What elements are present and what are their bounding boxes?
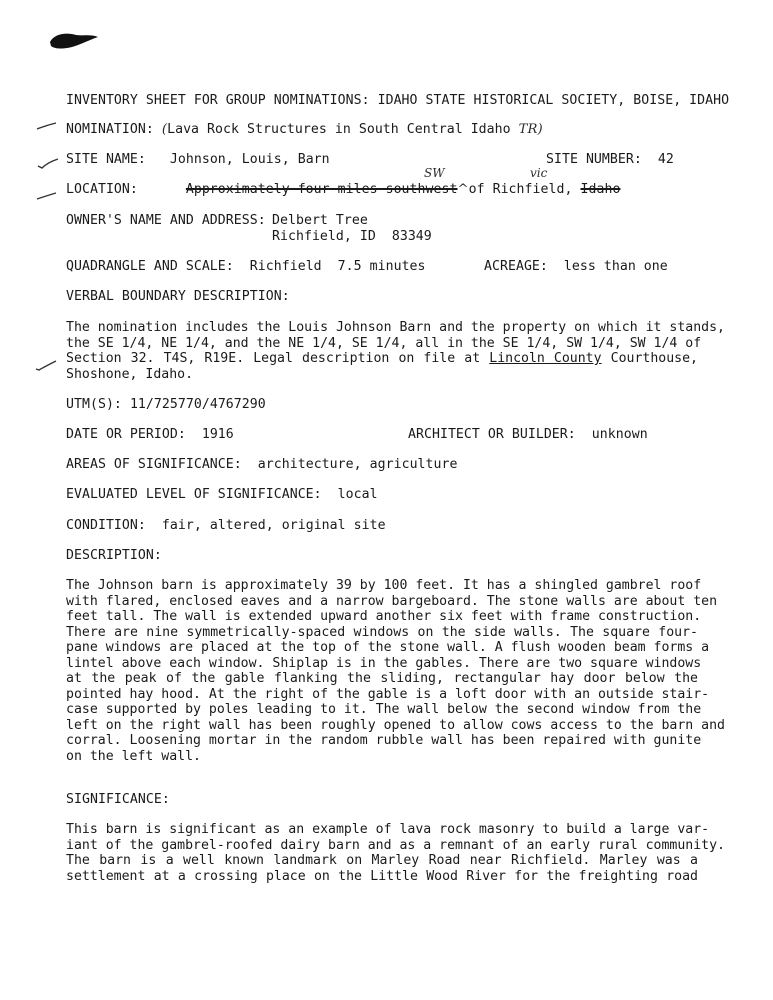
check-mark bbox=[36, 156, 60, 170]
ink-blot bbox=[48, 30, 100, 52]
check-mark bbox=[36, 190, 58, 202]
description-label: DESCRIPTION: bbox=[66, 548, 162, 563]
description-line: feet tall. The wall is extended upward another six feet with frame construction. bbox=[66, 609, 702, 624]
condition-value: fair, altered, original site bbox=[161, 518, 386, 533]
underlined-county: Lincoln County bbox=[489, 351, 602, 366]
hand-insert-sw: SW bbox=[424, 166, 445, 180]
description-line: at the peak of the gable flanking the sliding, rectangular hay door below the bbox=[66, 671, 698, 686]
quadrangle-value: Richfield 7.5 minutes bbox=[249, 259, 426, 274]
paren-close: ) bbox=[537, 122, 543, 137]
condition-label: CONDITION: bbox=[66, 518, 146, 533]
boundary-line: The nomination includes the Louis Johnson Barn and the property on which it stands, bbox=[66, 320, 725, 335]
significance-line: iant of the gambrel-roofed dairy barn and as a remnant of an early rural community. bbox=[66, 837, 725, 853]
description-line: with flared, enclosed eaves and a narrow bargeboard. The stone walls are about ten bbox=[66, 593, 718, 609]
significance-paragraph bbox=[66, 822, 725, 884]
utm-line bbox=[66, 397, 266, 412]
boundary-line: Shoshone, Idaho. bbox=[66, 366, 194, 382]
areas-line bbox=[66, 457, 458, 472]
evaluated-label: EVALUATED LEVEL OF SIGNIFICANCE: bbox=[66, 487, 322, 502]
utm-value: 11/725770/4767290 bbox=[129, 397, 266, 412]
owner-label: OWNER'S NAME AND ADDRESS: bbox=[66, 213, 266, 228]
quadrangle-label: QUADRANGLE AND SCALE: bbox=[66, 259, 234, 274]
sheet-header: INVENTORY SHEET FOR GROUP NOMINATIONS: IDAHO STATE HISTORICAL SOCIETY, BOISE, IDAHO bbox=[66, 93, 730, 108]
location-label: LOCATION: bbox=[66, 182, 138, 197]
owner-line-1: Delbert Tree bbox=[272, 213, 368, 228]
evaluated-line bbox=[66, 487, 378, 502]
description-line: pointed hay hood. At the right of the gable is a loft door with an outside stair- bbox=[66, 686, 710, 702]
evaluated-value: local bbox=[337, 487, 378, 502]
check-mark bbox=[34, 358, 58, 372]
areas-label: AREAS OF SIGNIFICANCE: bbox=[66, 457, 242, 472]
check-mark bbox=[36, 121, 58, 131]
significance-line: This barn is significant as an example of lava rock masonry to build a large var- bbox=[66, 822, 710, 837]
significance-line: The barn is a well known landmark on Marley Road near Richfield. Marley was a bbox=[66, 853, 698, 868]
description-line: pane windows are placed at the top of the stone wall. A flush wooden beam forms a bbox=[66, 640, 710, 655]
acreage bbox=[484, 259, 668, 274]
boundary-line: the SE 1/4, NE 1/4, and the NE 1/4, SE 1/4, all in the SE 1/4, SW 1/4, SW 1/4 of bbox=[66, 335, 702, 351]
site-name-line bbox=[66, 152, 330, 167]
site-name-label: SITE NAME: bbox=[66, 152, 146, 167]
architect-label: ARCHITECT OR BUILDER: bbox=[408, 427, 576, 442]
location-struck-idaho: Idaho bbox=[580, 182, 621, 197]
nomination-label: NOMINATION: bbox=[66, 122, 154, 137]
location-line: LOCATION: Approximately four miles southwest^of Richfield, Idaho bbox=[66, 182, 621, 197]
significance-label: SIGNIFICANCE: bbox=[66, 792, 170, 807]
boundary-paragraph bbox=[66, 320, 725, 382]
description-line: There are nine symmetrically-spaced windows on the side walls. The square four- bbox=[66, 624, 698, 640]
areas-value: architecture, agriculture bbox=[257, 457, 458, 472]
site-name-value: Johnson, Louis, Barn bbox=[169, 152, 330, 167]
significance-line: settlement at a crossing place on the Little Wood River for the freighting road bbox=[66, 868, 698, 884]
quadrangle-line bbox=[66, 259, 426, 274]
description-paragraph bbox=[66, 578, 725, 764]
condition-line bbox=[66, 518, 386, 533]
description-line: on the left wall. bbox=[66, 748, 201, 764]
description-line: lintel above each window. Shiplap is in the gables. There are two square windows bbox=[66, 655, 702, 671]
nomination-value: Lava Rock Structures in South Central Idaho bbox=[167, 122, 511, 137]
site-number-value: 42 bbox=[657, 152, 674, 167]
nomination-hand-note: TR bbox=[518, 122, 538, 137]
paren-open: ( bbox=[161, 122, 168, 137]
hand-insert-vic: vic bbox=[530, 166, 548, 180]
acreage-value: less than one bbox=[563, 259, 668, 274]
site-number bbox=[546, 152, 674, 167]
location-struck-text: Approximately four miles southwest bbox=[185, 182, 458, 197]
utm-label: UTM(S): bbox=[66, 397, 122, 412]
site-number-label: SITE NUMBER: bbox=[546, 152, 642, 167]
date-value: 1916 bbox=[201, 427, 234, 442]
date-label: DATE OR PERIOD: bbox=[66, 427, 186, 442]
date-line bbox=[66, 427, 234, 442]
boundary-label: VERBAL BOUNDARY DESCRIPTION: bbox=[66, 289, 290, 304]
acreage-label: ACREAGE: bbox=[484, 259, 548, 274]
description-line: The Johnson barn is approximately 39 by 100 feet. It has a shingled gambrel roof bbox=[66, 578, 702, 593]
owner-line-2: Richfield, ID 83349 bbox=[272, 229, 432, 244]
boundary-line-3: Section 32. T4S, R19E. Legal description on file at Lincoln County Courthouse, bbox=[66, 351, 698, 366]
architect-value: unknown bbox=[591, 427, 648, 442]
nomination-line bbox=[66, 122, 543, 137]
description-line: case supported by poles leading to it. The wall below the second window from the bbox=[66, 702, 702, 717]
description-line: left on the right wall has been roughly opened to allow cows access to the barn and bbox=[66, 717, 725, 733]
description-line: corral. Loosening mortar in the random rubble wall has been repaired with gunite bbox=[66, 733, 702, 748]
location-mid-text: of Richfield, bbox=[468, 182, 573, 197]
architect-line bbox=[408, 427, 648, 442]
